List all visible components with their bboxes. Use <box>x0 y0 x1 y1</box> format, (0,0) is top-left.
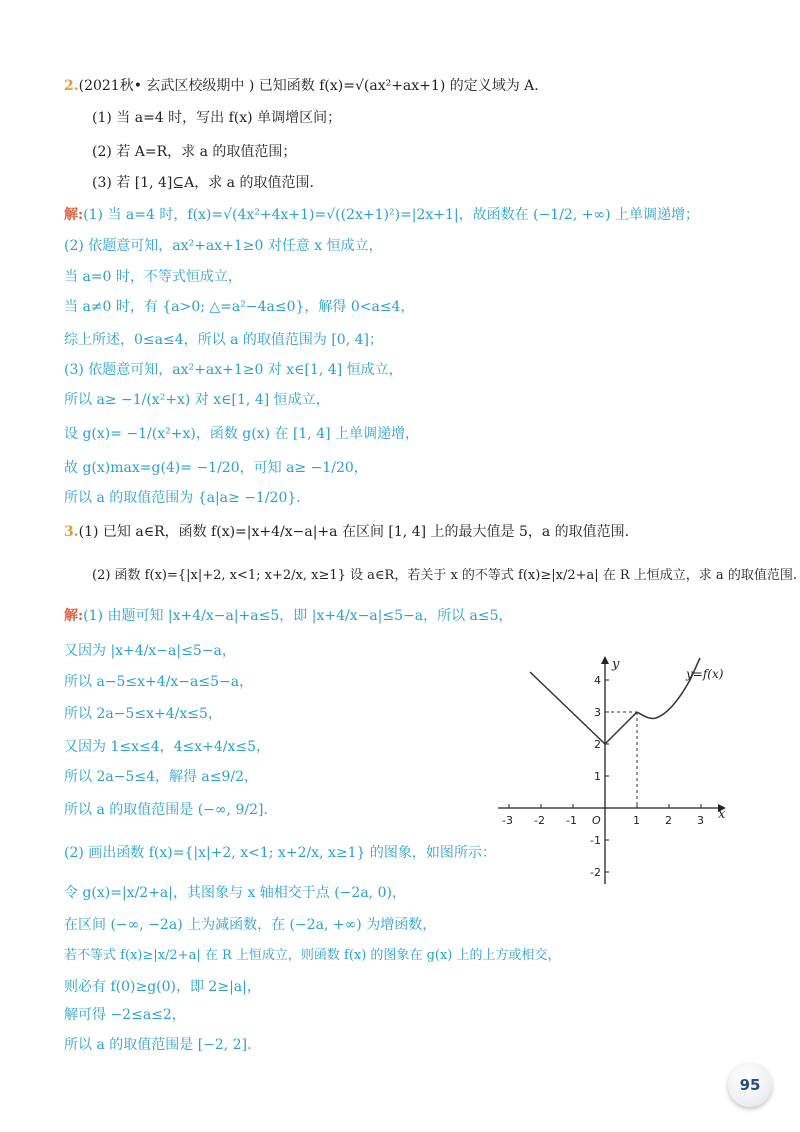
problem2-solution-line: 综上所述，0≤a≤4，所以 a 的取值范围为 [0, 4]； <box>64 332 383 348</box>
problem3-solution-line: (2) 画出函数 f(x)={|x|+2, x<1; x+2/x, x≥1} 的图象，如图所示： <box>64 845 496 861</box>
problem2-stem <box>64 76 539 96</box>
problem2-solution-line: 设 g(x)= −1/(x²+x)，函数 g(x) 在 [1, 4] 上单调递增， <box>64 426 420 442</box>
problem2-solution-line: (3) 依题意可知，ax²+ax+1≥0 对 x∈[1, 4] 恒成立， <box>64 362 403 378</box>
problem2-solution-line: 所以 a≥ −1/(x²+x) 对 x∈[1, 4] 恒成立， <box>64 392 330 408</box>
problem3-solution-line: 在区间 (−∞, −2a) 上为减函数，在 (−2a, +∞) 为增函数， <box>64 917 437 933</box>
problem3-solution-line: 所以 2a−5≤4，解得 a≤9/2， <box>64 769 259 785</box>
x-tick-label: -2 <box>534 814 545 827</box>
problem3-solution-line: 所以 a 的取值范围是 (−∞, 9/2]. <box>64 802 268 818</box>
y-axis-label: y <box>612 657 620 672</box>
problem2-solution-line: 所以 a 的取值范围为 {a|a≥ −1/20}. <box>64 490 301 506</box>
problem3-solution-line: 所以 a 的取值范围是 [−2, 2]. <box>64 1037 252 1053</box>
y-axis-arrow <box>601 656 609 664</box>
x-tick-label: 1 <box>633 814 640 827</box>
problem3-solution-line: 所以 a−5≤x+4/x−a≤5−a， <box>64 674 254 690</box>
problem2-part1: (1) 当 a=4 时，写出 f(x) 单调增区间； <box>92 110 342 126</box>
graph-left-branch <box>530 672 637 744</box>
problem2-solution-line: 当 a=0 时，不等式恒成立， <box>64 269 242 285</box>
y-tick-label: -2 <box>590 866 601 879</box>
y-tick-label: -1 <box>590 834 601 847</box>
x-tick-label: -3 <box>502 814 513 827</box>
problem3-solution-line: 所以 2a−5≤x+4/x≤5， <box>64 706 222 722</box>
y-tick-label: 4 <box>594 674 601 687</box>
curve-label: y=f(x) <box>686 667 724 681</box>
problem2-solution-label: 解: <box>64 207 84 223</box>
problem2-part3: (3) 若 [1, 4]⊆A，求 a 的取值范围. <box>92 175 314 191</box>
page-number: 95 <box>728 1063 772 1107</box>
y-tick-label: 3 <box>594 706 601 719</box>
problem2-solution-line: 故 g(x)max=g(4)= −1/20，可知 a≥ −1/20， <box>64 460 368 476</box>
function-graph <box>490 652 740 892</box>
x-tick-label: 3 <box>697 814 704 827</box>
problem2-solution-first <box>64 205 699 225</box>
y-tick-label: 1 <box>594 770 601 783</box>
problem2-part2: (2) 若 A=R，求 a 的取值范围； <box>92 144 297 160</box>
problem2-solution-first-text: (1) 当 a=4 时，f(x)=√(4x²+4x+1)=√((2x+1)²)=|2x+1|，故函数在 (−1/2, +∞) 上单调递增； <box>83 207 700 223</box>
problem3-solution-label: 解: <box>64 608 84 624</box>
y-tick-label: 2 <box>594 738 601 751</box>
problem3-part2: (2) 函数 f(x)={|x|+2, x<1; x+2/x, x≥1} 设 a∈R，若关于 x 的不等式 f(x)≥|x/2+a| 在 R 上恒成立，求 a 的取值范围. <box>92 568 797 583</box>
origin-label: O <box>592 814 601 827</box>
problem3-solution-line: 则必有 f(0)≥g(0)，即 2≥|a|， <box>64 979 261 995</box>
problem3-part1 <box>64 522 629 542</box>
problem3-part1-text: (1) 已知 a∈R，函数 f(x)=|x+4/x−a|+a 在区间 [1, 4] 上的最大值是 5，a 的取值范围. <box>78 524 630 540</box>
problem3-solution-line: 令 g(x)=|x/2+a|，其图象与 x 轴相交于点 (−2a, 0)， <box>64 885 406 901</box>
problem2-solution-line: (2) 依题意可知，ax²+ax+1≥0 对任意 x 恒成立， <box>64 238 383 254</box>
x-tick-label: 2 <box>665 814 672 827</box>
problem3-solution-line: 又因为 1≤x≤4，4≤x+4/x≤5， <box>64 739 271 755</box>
x-tick-label: -1 <box>566 814 577 827</box>
problem2-number: 2. <box>64 78 79 94</box>
problem2-solution-line: 当 a≠0 时，有 {a>0; △=a²−4a≤0}，解得 0<a≤4， <box>64 299 415 315</box>
problem3-solution-line: 若不等式 f(x)≥|x/2+a| 在 R 上恒成立，则函数 f(x) 的图象在 g(x) 上的上方或相交， <box>64 948 561 963</box>
x-axis-label: x <box>718 807 726 822</box>
problem2-stem-text: (2021秋• 玄武区校级期中 ) 已知函数 f(x)=√(ax²+ax+1) 的定义域为 A. <box>78 78 539 94</box>
problem3-number: 3. <box>64 524 79 540</box>
problem3-solution-line: 又因为 |x+4/x−a|≤5−a， <box>64 643 236 659</box>
problem3-solution-first-text: (1) 由题可知 |x+4/x−a|+a≤5，即 |x+4/x−a|≤5−a，所以 a≤5， <box>83 608 513 624</box>
problem3-solution-first <box>64 606 513 626</box>
problem3-solution-line: 解可得 −2≤a≤2， <box>64 1007 186 1023</box>
